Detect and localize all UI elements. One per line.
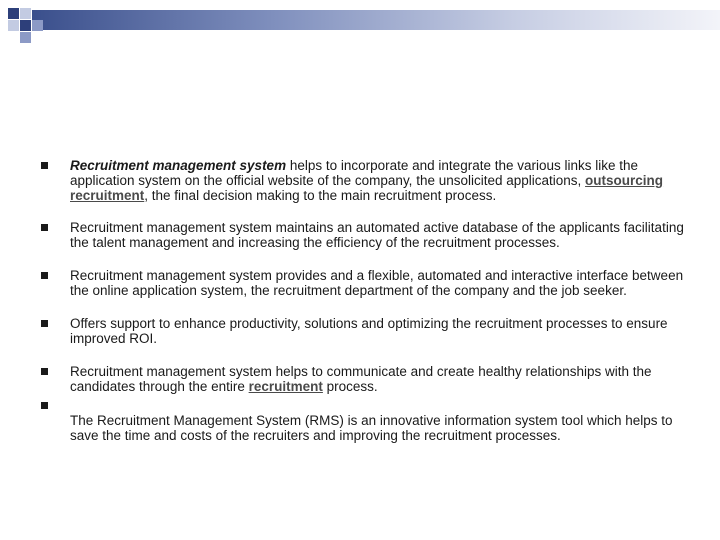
- header-square: [8, 20, 19, 31]
- bullet-text: Recruitment management system provides and a flexible, automated and interactive interface between the online application system, the recruitment department of the company and the job seeker.: [70, 268, 684, 298]
- bullet-text: Recruitment management system maintains an automated active database of the applicants facilitating the talent management and increasing the efficiency of the recruitment processes.: [70, 220, 684, 250]
- bullet-item: [40, 316, 700, 346]
- bullet-marker-icon: [41, 224, 48, 231]
- bullet-item: [40, 158, 700, 203]
- closing-paragraph: The Recruitment Management System (RMS) is an innovative information system tool which helps to save the time and costs of the recruiters and improving the recruitment processes.: [70, 413, 673, 443]
- outsourcing-recruitment-link[interactable]: outsourcing recruitment: [70, 173, 664, 203]
- bullet-item-empty: [40, 398, 700, 413]
- bullet-marker-icon: [41, 272, 48, 279]
- header-square: [20, 20, 31, 31]
- bullet-item: [40, 364, 700, 394]
- bullet-emphasis: Recruitment management system: [70, 158, 287, 173]
- bullet-item: [40, 220, 700, 250]
- bullet-text: , the final decision making to the main recruitment process.: [144, 188, 497, 203]
- header-square: [32, 20, 43, 31]
- slide-content: [40, 158, 700, 443]
- slide-header-bar: [32, 10, 720, 30]
- recruitment-link[interactable]: recruitment: [248, 379, 323, 394]
- bullet-marker-icon: [41, 368, 48, 375]
- bullet-text: Recruitment management system helps to communicate and create healthy relationships with the candidates through the entire: [70, 364, 652, 394]
- bullet-item: [40, 268, 700, 298]
- bullet-marker-icon: [41, 162, 48, 169]
- bullet-text: Offers support to enhance productivity, solutions and optimizing the recruitment processes to ensure improved ROI.: [70, 316, 668, 346]
- header-square: [20, 8, 31, 19]
- bullet-marker-icon: [41, 320, 48, 327]
- header-square: [20, 32, 31, 43]
- header-square: [8, 8, 19, 19]
- bullet-text: helps to incorporate and integrate the various links like the application system on the official website of the company, the unsolicited applications,: [70, 158, 639, 188]
- bullet-text: process.: [322, 379, 378, 394]
- bullet-marker-icon: [41, 402, 48, 409]
